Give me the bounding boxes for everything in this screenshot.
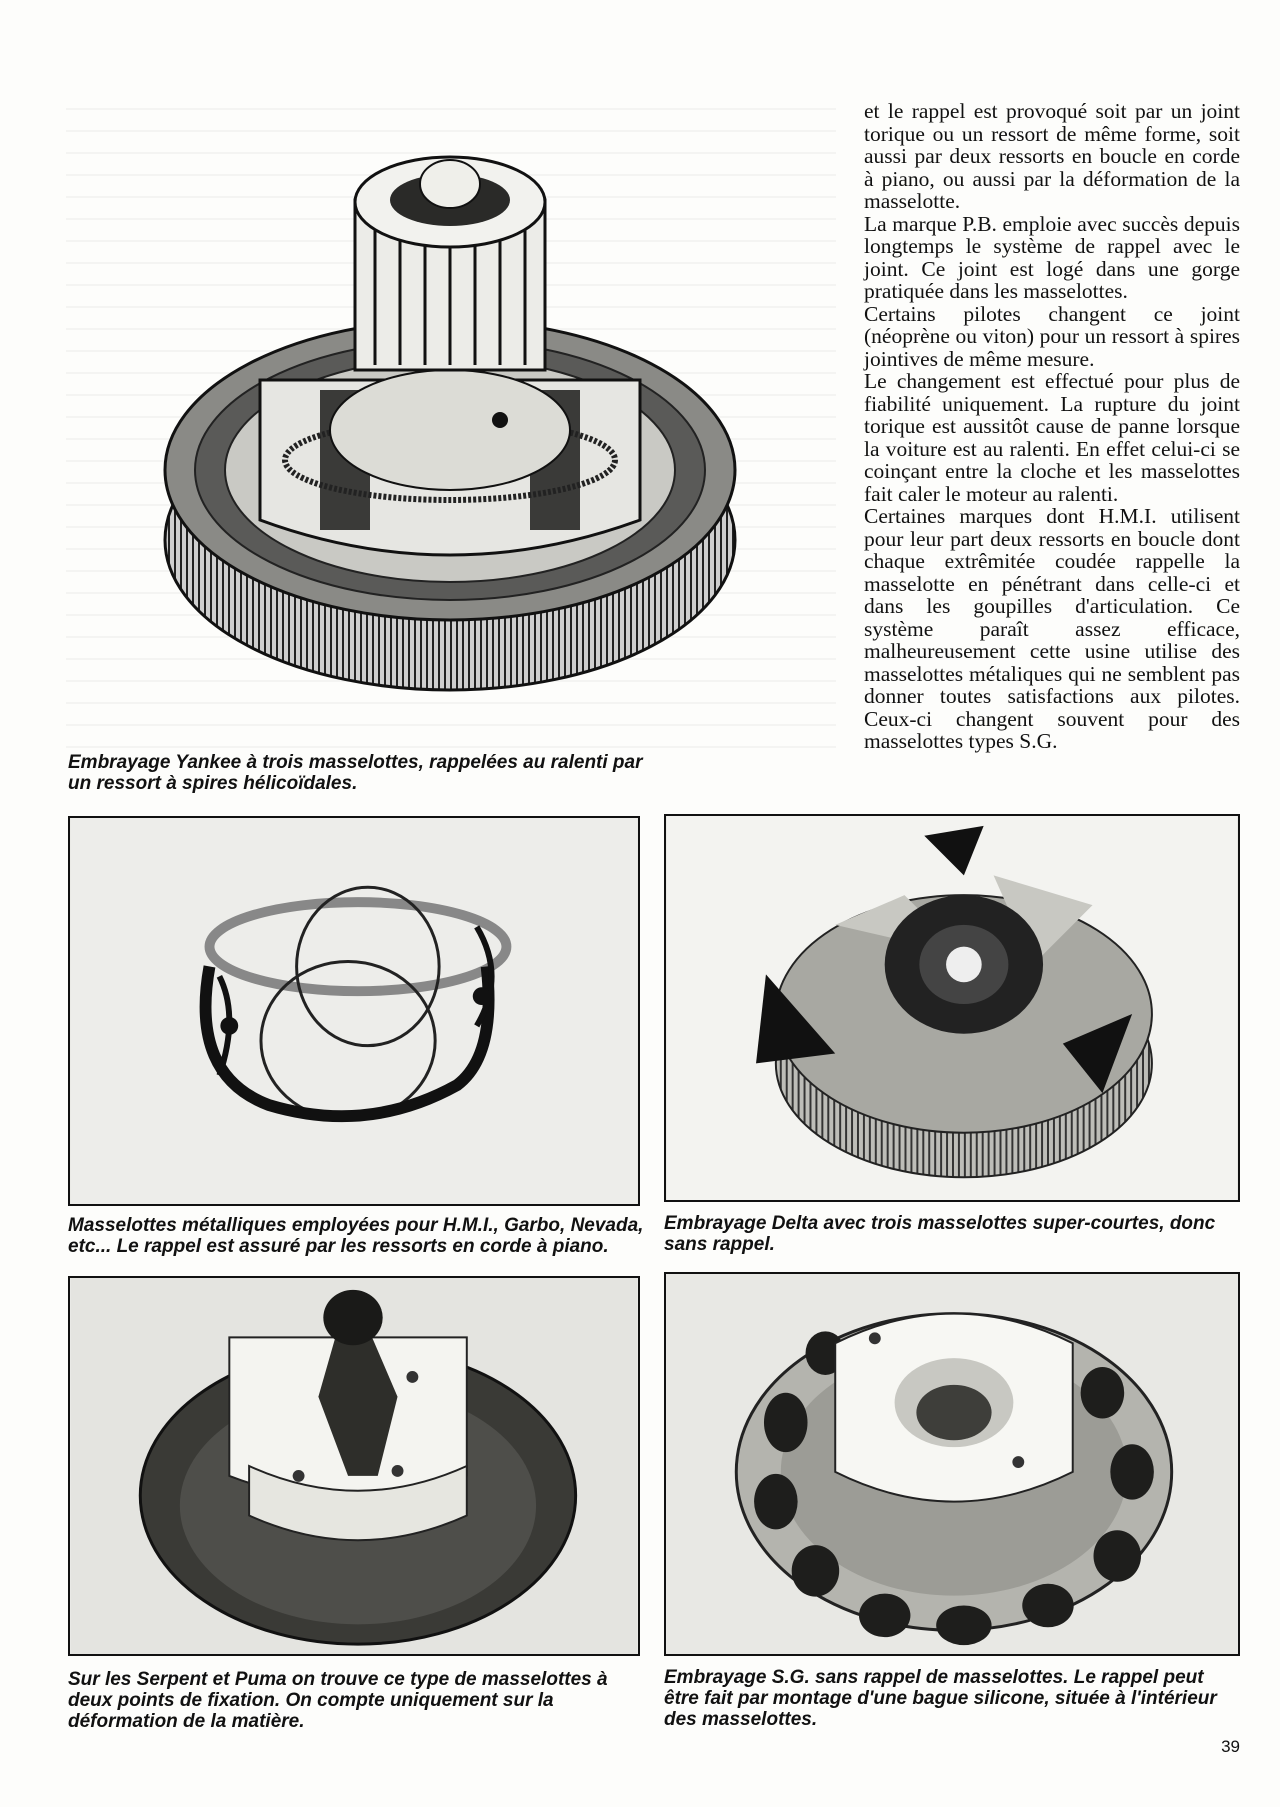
serpent-puma-clutch-photo xyxy=(68,1276,640,1656)
yankee-caption: Embrayage Yankee à trois masselottes, rappelées au ralenti par un ressort à spires hélicoïdales. xyxy=(68,752,643,794)
delta-caption: Embrayage Delta avec trois masselottes super-courtes, donc sans rappel. xyxy=(664,1213,1216,1255)
paragraph: et le rappel est provoqué soit par un joint torique ou un ressort de même forme, soit aussi par deux ressorts en boucle en corde à piano, ou aussi par la déformation de la masselotte. xyxy=(864,99,1240,213)
serpent-caption: Sur les Serpent et Puma on trouve ce type de masselottes à deux points de fixation. On compte uniquement sur la déformation de la matière. xyxy=(68,1669,608,1732)
hmi-caption: Masselottes métalliques employées pour H.M.I., Garbo, Nevada, etc... Le rappel est assuré par les ressorts en corde à piano. xyxy=(68,1215,644,1257)
delta-clutch-photo xyxy=(664,814,1240,1202)
sg-caption: Embrayage S.G. sans rappel de masselottes. Le rappel peut être fait par montage d'une bague silicone, située à l'intérieur des masselottes. xyxy=(664,1667,1217,1730)
article-text-column xyxy=(864,100,1240,753)
yankee-clutch-illustration xyxy=(150,140,750,700)
page-number: 39 xyxy=(1221,1737,1240,1756)
paragraph: Certains pilotes changent ce joint (néoprène ou viton) pour un ressort à spires jointives de même mesure. xyxy=(864,301,1240,371)
paragraph: Certaines marques dont H.M.I. utilisent pour leur part deux ressorts en boucle dont chaque extrêmitée coudée rappelle la masselotte en pénétrant dans celle-ci et dans les goupilles d'articulation. Ce système paraît assez efficace, malheureusement cette usine utilise des masselottes métaliques qui ne semblent pas donner toutes satisfactions aux pilotes. Ceux-ci changent souvent pour des masselottes types S.G. xyxy=(864,504,1240,753)
paragraph: Le changement est effectué pour plus de fiabilité uniquement. La rupture du joint torique est aussitôt cause de panne lorsque la voiture est au ralenti. En effet celui-ci se coinçant entre la cloche et les masselottes fait caler le moteur au ralenti. xyxy=(864,369,1240,506)
hmi-weights-photo xyxy=(68,816,640,1206)
sg-clutch-photo xyxy=(664,1272,1240,1656)
paragraph: La marque P.B. emploie avec succès depuis longtemps le système de rappel avec le joint. Ce joint est logé dans une gorge pratiquée dans les masselottes. xyxy=(864,211,1240,303)
